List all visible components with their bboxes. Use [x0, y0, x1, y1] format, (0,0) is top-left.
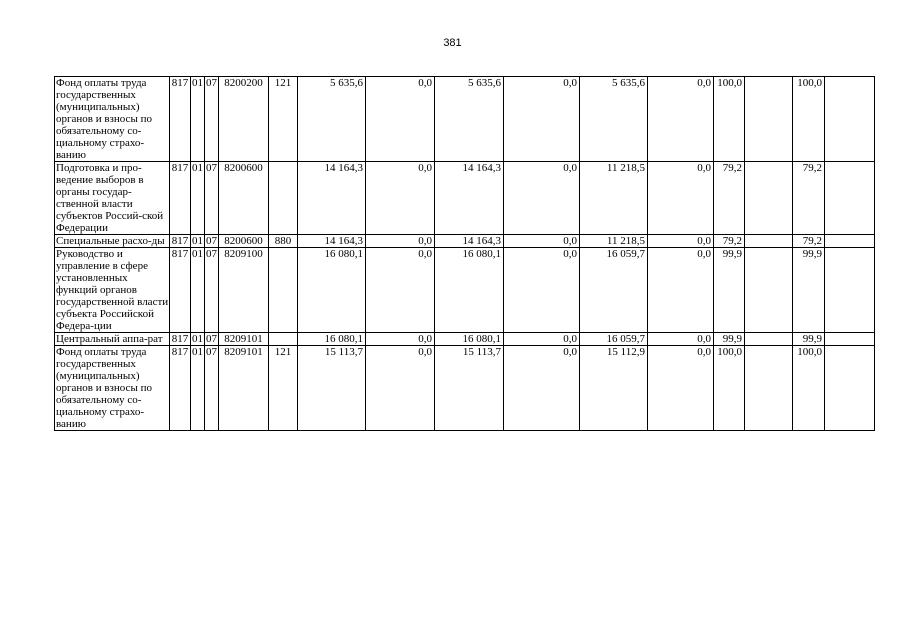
cell-plan-own: 5 635,6 [435, 77, 504, 162]
row-name: Фонд оплаты труда государственных (муниципальных) органов и взносы по обязательному со-циальному страхо-ванию [55, 77, 170, 162]
cell-fact-subv: 0,0 [648, 162, 714, 235]
cell-gov: 817 [170, 235, 191, 248]
row-name: Центральный аппа-рат [55, 333, 170, 346]
cell-pct-subv [745, 235, 793, 248]
cell-pct-total: 79,2 [714, 235, 745, 248]
cell-gov: 817 [170, 248, 191, 333]
cell-plan-total: 16 080,1 [298, 248, 366, 333]
cell-plan-own: 15 113,7 [435, 346, 504, 431]
cell-pct-own: 79,2 [793, 162, 825, 235]
cell-article: 8209100 [219, 248, 269, 333]
cell-pct-own: 99,9 [793, 248, 825, 333]
cell-fact-total: 16 059,7 [580, 333, 648, 346]
cell-fact-subv: 0,0 [648, 77, 714, 162]
cell-section: 01 [191, 346, 205, 431]
cell-article: 8200200 [219, 77, 269, 162]
cell-plan-subv: 0,0 [366, 248, 435, 333]
cell-subsection: 07 [205, 346, 219, 431]
cell-article: 8200600 [219, 162, 269, 235]
table-row [55, 235, 875, 248]
cell-pct-total: 79,2 [714, 162, 745, 235]
table-row [55, 346, 875, 431]
cell-plan-total: 5 635,6 [298, 77, 366, 162]
cell-plan-subv: 0,0 [366, 346, 435, 431]
cell-pct-own: 100,0 [793, 77, 825, 162]
cell-expense-type: 121 [269, 346, 298, 431]
cell-fact-total: 5 635,6 [580, 77, 648, 162]
cell-pct-own: 99,9 [793, 333, 825, 346]
cell-subsection: 07 [205, 77, 219, 162]
cell-fact-total: 11 218,5 [580, 235, 648, 248]
cell-article: 8200600 [219, 235, 269, 248]
cell-section: 01 [192, 333, 203, 345]
cell-pct-subv [745, 162, 793, 235]
cell-pct-own-subv [825, 162, 875, 235]
cell-plan-total: 15 113,7 [298, 346, 366, 431]
cell-pct-total: 99,9 [714, 248, 745, 333]
cell-subsection: 07 [206, 333, 217, 345]
cell-plan-own-subv: 0,0 [504, 162, 580, 235]
cell-pct-subv [745, 77, 793, 162]
cell-plan-total: 14 164,3 [298, 235, 366, 248]
cell-expense-type [269, 162, 298, 235]
cell-pct-own-subv [825, 248, 875, 333]
cell-section: 01 [191, 77, 205, 162]
cell-fact-total: 16 059,7 [580, 248, 648, 333]
cell-pct-subv [745, 346, 793, 431]
row-name: Подготовка и про-ведение выборов в органы государ-ственной власти субъектов Россий-ской Федерации [55, 162, 170, 235]
cell-pct-own-subv [825, 77, 875, 162]
cell-subsection: 07 [206, 235, 217, 247]
cell-pct-own-subv [825, 333, 875, 346]
table-row [55, 333, 875, 346]
cell-pct-total: 99,9 [714, 333, 745, 346]
cell-plan-subv: 0,0 [366, 162, 435, 235]
cell-plan-own-subv: 0,0 [504, 248, 580, 333]
cell-fact-total: 15 112,9 [580, 346, 648, 431]
cell-subsection: 07 [205, 248, 219, 333]
cell-pct-total: 100,0 [714, 346, 745, 431]
cell-plan-subv: 0,0 [366, 77, 435, 162]
table-row [55, 77, 875, 162]
cell-gov: 817 [170, 333, 191, 346]
cell-pct-own: 79,2 [793, 235, 825, 248]
cell-plan-subv: 0,0 [366, 333, 435, 346]
cell-fact-subv: 0,0 [648, 333, 714, 346]
cell-plan-own: 14 164,3 [435, 235, 504, 248]
cell-article: 8209101 [219, 346, 269, 431]
cell-pct-total: 100,0 [714, 77, 745, 162]
cell-plan-total: 16 080,1 [298, 333, 366, 346]
cell-gov: 817 [170, 77, 191, 162]
table-row [55, 162, 875, 235]
cell-section: 01 [191, 162, 205, 235]
cell-pct-subv [745, 248, 793, 333]
cell-fact-subv: 0,0 [648, 235, 714, 248]
cell-pct-own-subv [825, 346, 875, 431]
cell-pct-own-subv [825, 235, 875, 248]
row-name: Специальные расхо-ды [55, 235, 170, 248]
budget-table [54, 76, 875, 431]
cell-section: 01 [192, 235, 203, 247]
cell-fact-subv: 0,0 [648, 346, 714, 431]
cell-expense-type: 121 [269, 77, 298, 162]
cell-pct-own: 100,0 [793, 346, 825, 431]
cell-section: 01 [191, 248, 205, 333]
cell-plan-own-subv: 0,0 [504, 333, 580, 346]
cell-plan-own-subv: 0,0 [504, 77, 580, 162]
cell-expense-type: 880 [269, 235, 298, 248]
table-row [55, 248, 875, 333]
cell-pct-subv [745, 333, 793, 346]
row-name: Фонд оплаты труда государственных (муниципальных) органов и взносы по обязательному со-циальному страхо-ванию [55, 346, 170, 431]
cell-expense-type [269, 248, 298, 333]
cell-plan-subv: 0,0 [366, 235, 435, 248]
cell-plan-own: 16 080,1 [435, 248, 504, 333]
cell-plan-total: 14 164,3 [298, 162, 366, 235]
cell-plan-own-subv: 0,0 [504, 346, 580, 431]
cell-subsection: 07 [205, 162, 219, 235]
cell-fact-subv: 0,0 [648, 248, 714, 333]
row-name: Руководство и управление в сфере установленных функций органов государственной власти субъекта Российской Федера-ции [56, 248, 169, 332]
page-number: 381 [443, 37, 462, 49]
cell-plan-own-subv: 0,0 [504, 235, 580, 248]
cell-fact-total: 11 218,5 [580, 162, 648, 235]
cell-expense-type [269, 333, 298, 346]
cell-gov: 817 [170, 346, 191, 431]
cell-article: 8209101 [219, 333, 269, 346]
cell-plan-own: 14 164,3 [435, 162, 504, 235]
cell-gov: 817 [170, 162, 191, 235]
cell-plan-own: 16 080,1 [435, 333, 504, 346]
